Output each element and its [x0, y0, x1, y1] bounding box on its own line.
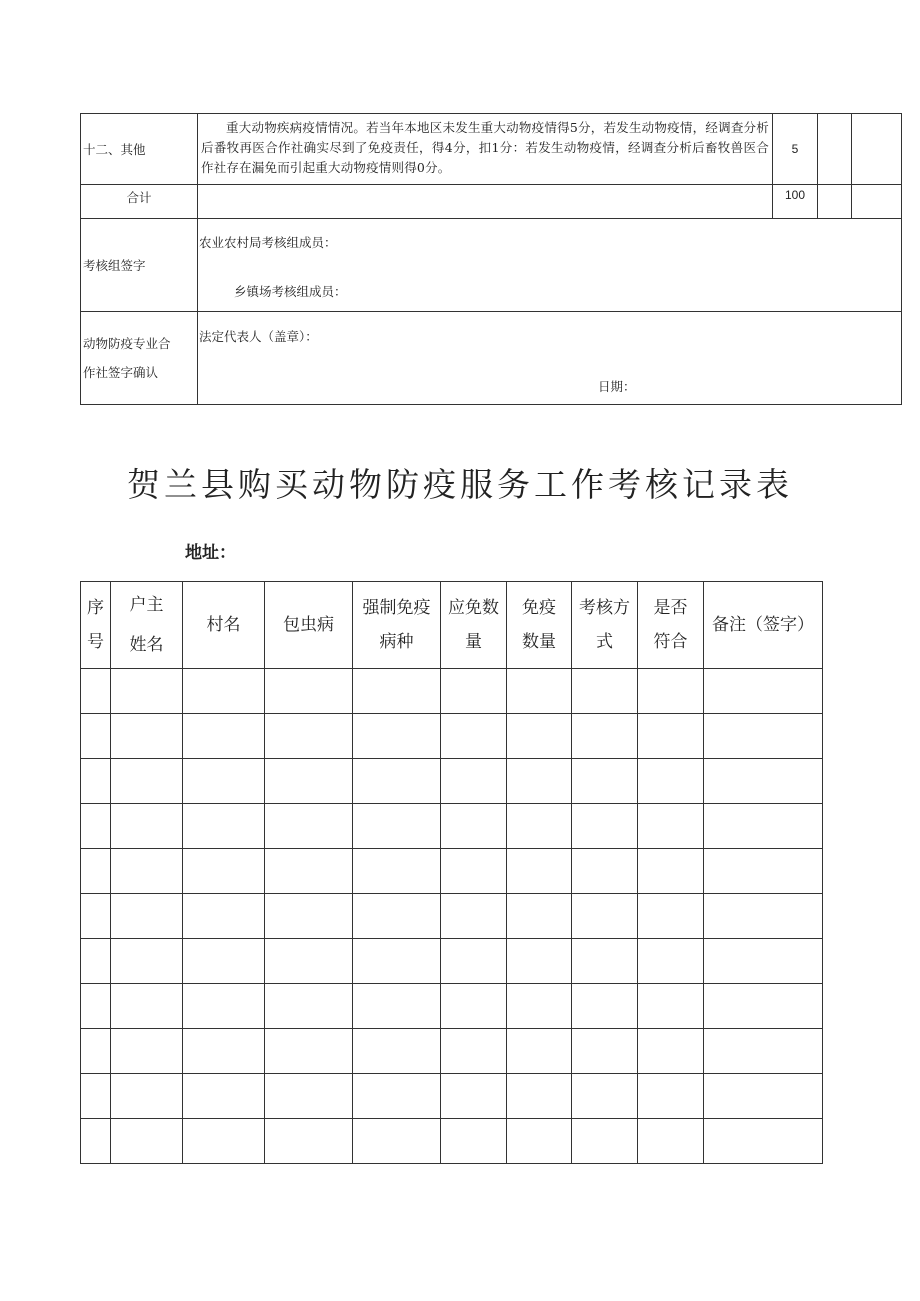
table-cell[interactable] — [81, 1074, 111, 1119]
col-header-index: 序 号 — [81, 582, 111, 669]
table-cell[interactable] — [183, 984, 265, 1029]
table-cell[interactable] — [638, 759, 704, 804]
table-cell[interactable] — [638, 984, 704, 1029]
table-cell[interactable] — [111, 804, 183, 849]
table-cell[interactable] — [183, 759, 265, 804]
table-row — [81, 939, 823, 984]
table-cell[interactable] — [183, 804, 265, 849]
table-cell[interactable] — [111, 1119, 183, 1164]
legal-rep-label: 法定代表人（盖章）： — [199, 329, 318, 344]
group-sign-area[interactable] — [198, 219, 902, 312]
table-cell[interactable] — [704, 804, 823, 849]
table-cell[interactable] — [704, 1119, 823, 1164]
table-cell[interactable] — [638, 939, 704, 984]
table-cell[interactable] — [638, 1074, 704, 1119]
table-cell[interactable] — [638, 714, 704, 759]
table-cell[interactable] — [572, 849, 638, 894]
table-cell[interactable] — [353, 894, 441, 939]
table-cell[interactable] — [183, 939, 265, 984]
table-row — [81, 1074, 823, 1119]
table-cell[interactable] — [353, 804, 441, 849]
table-cell[interactable] — [81, 669, 111, 714]
row-other-description: 重大动物疾病疫情情况。若当年本地区未发生重大动物疫情得5分，若发生动物疫情，经调查分析后番牧再医合作社确实尽到了免疫责任，得4分，扣1分：若发生动物疫情，经调查分析后畜牧兽医合作社存在漏免而引起重大动物疫情则得0分。 — [201, 119, 769, 175]
table-cell[interactable] — [507, 1119, 572, 1164]
address-label: 地址： — [185, 543, 236, 563]
table-cell[interactable] — [572, 939, 638, 984]
row-other — [81, 114, 902, 185]
row-coop-sign-label-line2: 作社签字确认 — [83, 365, 159, 380]
table-cell[interactable] — [441, 669, 507, 714]
col-header-vaccinated-count: 免疫 数量 — [507, 582, 572, 669]
table-cell[interactable] — [704, 669, 823, 714]
table-cell[interactable] — [353, 759, 441, 804]
table-cell[interactable] — [81, 1119, 111, 1164]
table-cell[interactable] — [572, 804, 638, 849]
table-row — [81, 984, 823, 1029]
table-cell[interactable] — [353, 1119, 441, 1164]
table-cell[interactable] — [441, 804, 507, 849]
table-cell[interactable] — [704, 939, 823, 984]
table-cell[interactable] — [704, 984, 823, 1029]
table-cell[interactable] — [638, 1029, 704, 1074]
table-cell[interactable] — [81, 894, 111, 939]
table-cell[interactable] — [353, 984, 441, 1029]
table-cell[interactable] — [183, 1074, 265, 1119]
table-cell[interactable] — [353, 1074, 441, 1119]
table-cell[interactable] — [265, 714, 353, 759]
table-cell[interactable] — [572, 894, 638, 939]
table-cell[interactable] — [353, 1029, 441, 1074]
table-cell[interactable] — [265, 849, 353, 894]
bureau-members-label: 农业农村局考核组成员： — [199, 235, 337, 250]
table-cell[interactable] — [441, 1029, 507, 1074]
col-header-mandatory-disease: 强制免疫 病种 — [353, 582, 441, 669]
col-header-remarks: 备注（签字） — [704, 582, 823, 669]
table-cell[interactable] — [704, 849, 823, 894]
row-total-blank-2[interactable] — [852, 185, 902, 219]
table-cell[interactable] — [111, 714, 183, 759]
table-cell[interactable] — [441, 1119, 507, 1164]
table-cell[interactable] — [507, 759, 572, 804]
date-label: 日期： — [598, 379, 636, 394]
table-cell[interactable] — [704, 1074, 823, 1119]
row-coop-sign — [81, 312, 902, 405]
record-table-body — [81, 582, 823, 1164]
table-cell[interactable] — [111, 669, 183, 714]
header-row — [81, 582, 823, 669]
table-cell[interactable] — [353, 669, 441, 714]
table-cell[interactable] — [572, 714, 638, 759]
table-cell[interactable] — [111, 759, 183, 804]
table-cell[interactable] — [265, 984, 353, 1029]
row-other-score-blank-1[interactable] — [818, 114, 852, 185]
table-cell[interactable] — [638, 894, 704, 939]
table-cell[interactable] — [265, 759, 353, 804]
table-cell[interactable] — [81, 804, 111, 849]
row-coop-sign-label-line1: 动物防疫专业合 — [83, 336, 171, 351]
page-title: 贺兰县购买动物防疫服务工作考核记录表 — [127, 465, 793, 504]
table-cell[interactable] — [265, 939, 353, 984]
record-table — [80, 581, 823, 1164]
table-cell[interactable] — [183, 849, 265, 894]
row-group-sign-label: 考核组签字 — [81, 219, 198, 312]
table-cell[interactable] — [111, 849, 183, 894]
table-cell[interactable] — [704, 759, 823, 804]
table-cell[interactable] — [265, 1074, 353, 1119]
table-cell[interactable] — [507, 804, 572, 849]
table-cell[interactable] — [81, 714, 111, 759]
table-cell[interactable] — [353, 849, 441, 894]
table-cell[interactable] — [111, 1029, 183, 1074]
row-group-sign — [81, 219, 902, 312]
table-cell[interactable] — [81, 984, 111, 1029]
row-coop-sign-label — [81, 312, 198, 405]
table-cell[interactable] — [638, 669, 704, 714]
table-row — [81, 1029, 823, 1074]
table-cell[interactable] — [704, 894, 823, 939]
table-cell[interactable] — [441, 759, 507, 804]
table-row — [81, 759, 823, 804]
table-cell[interactable] — [441, 714, 507, 759]
row-other-score: 5 — [773, 114, 818, 185]
assessment-table-continued — [80, 113, 902, 405]
table-row — [81, 1119, 823, 1164]
table-cell[interactable] — [353, 714, 441, 759]
table-cell[interactable] — [183, 1029, 265, 1074]
table-row — [81, 714, 823, 759]
table-cell[interactable] — [507, 984, 572, 1029]
table-cell[interactable] — [572, 1074, 638, 1119]
table-row — [81, 669, 823, 714]
table-cell[interactable] — [507, 714, 572, 759]
row-total-label: 合计 — [81, 185, 198, 219]
table-cell[interactable] — [183, 669, 265, 714]
table-cell[interactable] — [638, 849, 704, 894]
table-cell[interactable] — [507, 669, 572, 714]
row-total-blank-1[interactable] — [818, 185, 852, 219]
col-header-compliant: 是否 符合 — [638, 582, 704, 669]
table-cell[interactable] — [441, 939, 507, 984]
col-header-village: 村名 — [183, 582, 265, 669]
row-other-description-cell — [198, 114, 773, 185]
table-cell[interactable] — [572, 669, 638, 714]
table-row — [81, 804, 823, 849]
table-cell[interactable] — [81, 759, 111, 804]
table-row — [81, 849, 823, 894]
table-cell[interactable] — [704, 714, 823, 759]
col-header-assess-method: 考核方 式 — [572, 582, 638, 669]
table-cell[interactable] — [265, 1119, 353, 1164]
row-total — [81, 185, 902, 219]
table-cell[interactable] — [704, 1029, 823, 1074]
table-row — [81, 894, 823, 939]
table-cell[interactable] — [81, 939, 111, 984]
coop-sign-area[interactable] — [198, 312, 902, 405]
table-cell[interactable] — [265, 1029, 353, 1074]
table-cell[interactable] — [572, 759, 638, 804]
table-cell[interactable] — [507, 939, 572, 984]
table-cell[interactable] — [441, 894, 507, 939]
table-cell[interactable] — [572, 984, 638, 1029]
table-cell[interactable] — [265, 804, 353, 849]
row-other-score-blank-2[interactable] — [852, 114, 902, 185]
row-total-score: 100 — [773, 185, 818, 219]
col-header-echinococcosis: 包虫病 — [265, 582, 353, 669]
table-cell[interactable] — [81, 1029, 111, 1074]
table-cell[interactable] — [111, 1074, 183, 1119]
table-cell[interactable] — [441, 1074, 507, 1119]
table-cell[interactable] — [638, 804, 704, 849]
table-cell[interactable] — [183, 1119, 265, 1164]
row-other-label: 十二、其他 — [81, 114, 198, 185]
col-header-due-count: 应免数 量 — [441, 582, 507, 669]
table-cell[interactable] — [353, 939, 441, 984]
table-cell[interactable] — [572, 1029, 638, 1074]
table-cell[interactable] — [183, 714, 265, 759]
table-cell[interactable] — [507, 1029, 572, 1074]
table-cell[interactable] — [183, 894, 265, 939]
table-cell[interactable] — [572, 1119, 638, 1164]
table-cell[interactable] — [111, 984, 183, 1029]
table-cell[interactable] — [265, 669, 353, 714]
table-cell[interactable] — [441, 849, 507, 894]
col-header-owner-name: 户主 姓名 — [111, 582, 183, 669]
table-cell[interactable] — [507, 894, 572, 939]
table-cell[interactable] — [111, 939, 183, 984]
table-cell[interactable] — [638, 1119, 704, 1164]
table-cell[interactable] — [507, 1074, 572, 1119]
table-cell[interactable] — [265, 894, 353, 939]
township-members-label: 乡镇场考核组成员： — [234, 284, 347, 299]
table-cell[interactable] — [81, 849, 111, 894]
table-cell[interactable] — [111, 894, 183, 939]
table-cell[interactable] — [507, 849, 572, 894]
table-cell[interactable] — [441, 984, 507, 1029]
row-total-blank — [198, 185, 773, 219]
